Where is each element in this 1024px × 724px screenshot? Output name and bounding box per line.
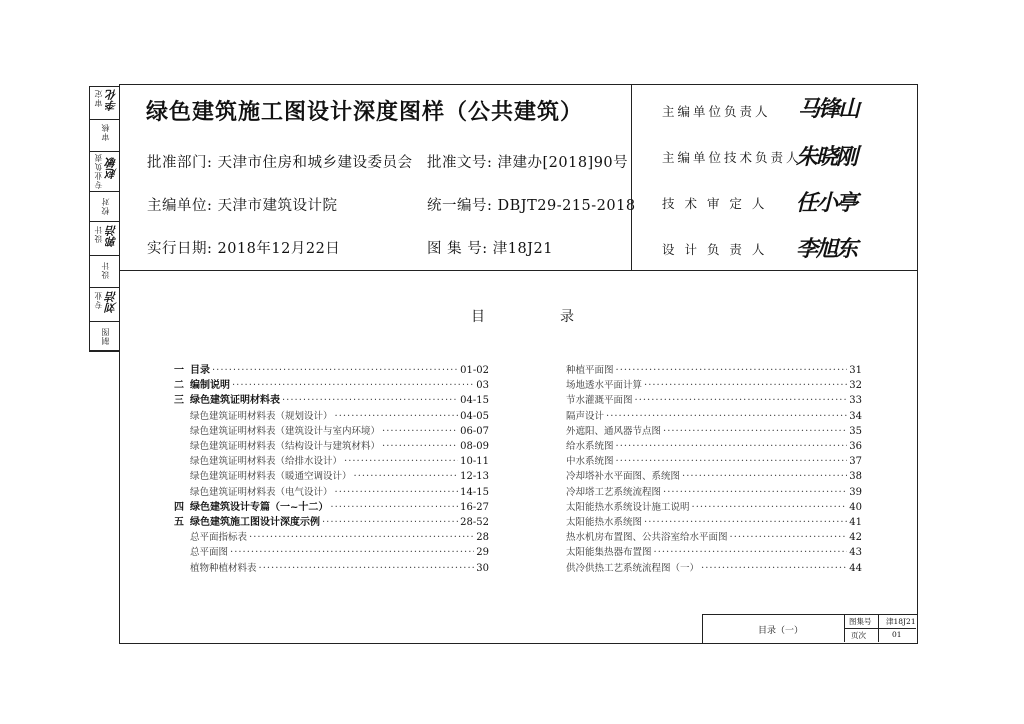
toc-leader	[382, 440, 458, 453]
toc-leader	[692, 501, 848, 514]
approval-strip	[89, 86, 120, 352]
toc-number: 三	[174, 395, 184, 407]
toc-leader	[730, 531, 848, 544]
toc-page: 14-15	[460, 486, 489, 498]
toc-label: 冷却塔工艺系统流程图	[566, 486, 662, 498]
strip-cell	[90, 191, 120, 222]
toc-page: 41	[849, 517, 862, 528]
chief-unit: 主编单位: 天津市建筑设计院	[147, 198, 338, 214]
toc-entry	[566, 560, 862, 575]
toc-leader	[701, 562, 847, 575]
toc-label: 绿色建筑证明材料表（电气设计）	[190, 486, 333, 498]
strip-label: 审核	[101, 123, 110, 141]
toc-label: 绿色建筑证明材料表（暖通空调设计）	[190, 471, 352, 483]
toc-page: 36	[849, 441, 862, 452]
toc-page: 12-13	[460, 471, 489, 483]
toc-leader	[249, 531, 474, 544]
role-design-lead: 设 计 负 责 人	[662, 242, 768, 257]
toc-leader	[635, 394, 848, 407]
strip-label: 专业负责	[94, 153, 103, 189]
toc-label: 中水系统图	[566, 456, 614, 468]
toc-label: 供冷供热工艺系统流程图（一）	[566, 562, 700, 574]
toc-leader	[663, 425, 847, 438]
toc-entry	[566, 484, 862, 499]
strip-cell	[90, 119, 120, 152]
toc-leader	[616, 455, 848, 468]
toc-entry	[566, 544, 862, 559]
toc-page: 42	[849, 532, 862, 544]
toc-entry	[168, 423, 489, 438]
toc-label: 绿色建筑证明材料表	[190, 395, 280, 407]
toc-leader	[344, 455, 458, 468]
toc-page: 38	[849, 471, 862, 483]
toc-label: 冷却塔补水平面图、系统图	[566, 471, 681, 483]
toc-entry	[168, 453, 489, 468]
toc-label: 太阳能集热器布置图	[566, 547, 652, 559]
sheet-name: 目录（一）	[758, 626, 804, 636]
toc-entry	[168, 377, 489, 392]
toc-leader	[616, 364, 848, 377]
document-title: 绿色建筑施工图设计深度图样（公共建筑）	[146, 100, 584, 125]
toc-page: 40	[849, 501, 862, 513]
strip-bottom	[89, 350, 119, 351]
header-separator	[631, 84, 632, 270]
strip-signature: 赵敏	[105, 157, 118, 179]
atlas-value: 津18J21	[886, 617, 916, 626]
signature: 朱晓刚	[796, 144, 857, 170]
toc-entry	[566, 392, 862, 407]
toc-entry	[566, 438, 862, 453]
toc-label: 总平面指标表	[190, 532, 248, 544]
page-value: 01	[892, 630, 902, 639]
toc-page: 29	[476, 547, 489, 559]
strip-label: 校对	[101, 197, 110, 215]
toc-entry	[168, 529, 489, 544]
toc-page: 34	[849, 410, 862, 422]
role-tech-review: 技 术 审 定 人	[662, 196, 768, 211]
toc-page: 06-07	[460, 425, 489, 437]
strip-cell	[90, 287, 120, 322]
toc-page: 03	[476, 380, 489, 392]
toc-leader	[232, 379, 474, 392]
toc-leader	[682, 470, 847, 483]
toc-page: 32	[849, 380, 862, 392]
toc-label: 绿色建筑证明材料表（规划设计）	[190, 410, 333, 422]
toc-entry	[168, 499, 489, 514]
atlas-number: 图 集 号: 津18J21	[427, 241, 553, 257]
toc-number: 二	[174, 380, 184, 392]
signature: 任小亭	[796, 190, 857, 216]
toc-leader	[654, 546, 848, 559]
toc-label: 绿色建筑设计专篇（一~十二）	[190, 501, 329, 513]
toc-entry	[566, 514, 862, 529]
toc-label: 植物种植材料表	[190, 562, 257, 574]
strip-label: 设计	[94, 225, 103, 243]
toc-leader	[663, 486, 847, 499]
toc-page: 16-27	[460, 501, 489, 513]
toc-label: 热水机房布置图、公共浴室给水平面图	[566, 532, 728, 544]
approval-doc: 批准文号: 津建办[2018]90号	[427, 155, 629, 171]
strip-cell	[90, 151, 120, 192]
atlas-label: 图集号	[849, 617, 872, 626]
effective-date: 实行日期: 2018年12月22日	[147, 241, 341, 257]
toc-leader	[230, 546, 474, 559]
toc-heading-right: 录	[560, 309, 574, 325]
toc-entry	[566, 423, 862, 438]
toc-page: 28	[476, 532, 489, 544]
toc-page: 35	[849, 425, 862, 437]
toc-page: 31	[849, 365, 862, 376]
header-divider	[119, 270, 917, 271]
toc-leader	[616, 440, 848, 453]
unified-number: 统一编号: DBJT29-215-2018	[427, 198, 636, 214]
toc-label: 绿色建筑施工图设计深度示例	[190, 517, 320, 528]
toc-entry	[168, 408, 489, 423]
toc-entry	[566, 499, 862, 514]
strip-cell	[90, 221, 120, 256]
toc-entry	[566, 362, 862, 377]
toc-leader	[606, 410, 847, 423]
toc-entry	[168, 468, 489, 483]
toc-leader	[644, 379, 847, 392]
toc-entry	[168, 560, 489, 575]
strip-signature: 郭洁	[105, 225, 118, 247]
toc-leader	[335, 486, 459, 499]
toc-page: 39	[849, 486, 862, 498]
toc-leader	[354, 470, 459, 483]
toc-entry	[566, 408, 862, 423]
toc-entry	[566, 529, 862, 544]
strip-cell	[90, 87, 120, 120]
toc-leader	[335, 410, 459, 423]
role-tech-lead: 主编单位技术负责人	[662, 150, 802, 165]
toc-number: 四	[174, 501, 184, 513]
strip-label: 设计	[101, 261, 110, 279]
toc-label: 总平面图	[190, 547, 229, 559]
toc-leader	[282, 394, 458, 407]
toc-entry	[168, 438, 489, 453]
toc-entry	[566, 377, 862, 392]
toc-page: 04-05	[460, 410, 489, 422]
toc-page: 28-52	[460, 517, 489, 528]
strip-signature: 刘洁	[105, 291, 118, 313]
toc-page: 30	[476, 562, 489, 574]
toc-label: 绿色建筑证明材料表（结构设计与建筑材料）	[190, 441, 381, 452]
toc-page: 37	[849, 456, 862, 468]
toc-label: 目录	[190, 365, 210, 376]
toc-label: 绿色建筑证明材料表（建筑设计与室内环境）	[190, 425, 381, 437]
toc-entry	[168, 514, 489, 529]
toc-page: 01-02	[460, 365, 489, 376]
toc-label: 种植平面图	[566, 365, 614, 376]
toc-heading-left: 目	[471, 309, 485, 325]
toc-entry	[168, 392, 489, 407]
page-label: 页次	[851, 631, 866, 640]
toc-label: 绿色建筑证明材料表（给排水设计）	[190, 456, 343, 468]
toc-page: 33	[849, 395, 862, 407]
strip-cell	[90, 255, 120, 288]
toc-label: 编制说明	[190, 380, 230, 392]
toc-page: 08-09	[460, 441, 489, 452]
strip-cell	[90, 321, 120, 351]
toc-entry	[566, 453, 862, 468]
toc-entry	[168, 362, 489, 377]
signature: 李旭东	[796, 236, 857, 262]
role-chief-unit: 主编单位负责人	[662, 104, 771, 119]
strip-label: 专业	[94, 291, 103, 309]
toc-label: 给水系统图	[566, 441, 614, 452]
toc-label: 太阳能热水系统设计施工说明	[566, 501, 690, 513]
toc-entry	[168, 544, 489, 559]
strip-label: 制图	[101, 327, 110, 345]
toc-label: 太阳能热水系统图	[566, 517, 643, 528]
toc-number: 五	[174, 517, 184, 528]
signature: 马锋山	[798, 96, 859, 122]
strip-signature: 李化	[105, 89, 118, 111]
toc-leader	[322, 516, 458, 529]
toc-leader	[212, 364, 458, 377]
toc-page: 44	[849, 562, 862, 574]
toc-page: 10-11	[460, 456, 489, 468]
tb-divider	[844, 628, 916, 629]
toc-page: 04-15	[460, 395, 489, 407]
toc-label: 隔声设计	[566, 410, 605, 422]
toc-entry	[566, 468, 862, 483]
toc-leader	[259, 562, 475, 575]
toc-label: 节水灌溉平面图	[566, 395, 633, 407]
toc-number: 一	[174, 365, 184, 376]
toc-label: 外遮阳、通风器节点图	[566, 425, 662, 437]
strip-label: 审定	[94, 89, 103, 107]
toc-leader	[330, 501, 458, 514]
toc-leader	[382, 425, 458, 438]
toc-entry	[168, 484, 489, 499]
approval-dept: 批准部门: 天津市住房和城乡建设委员会	[147, 155, 413, 171]
toc-label: 场地透水平面计算	[566, 380, 643, 392]
toc-leader	[644, 516, 847, 529]
toc-page: 43	[849, 547, 862, 559]
